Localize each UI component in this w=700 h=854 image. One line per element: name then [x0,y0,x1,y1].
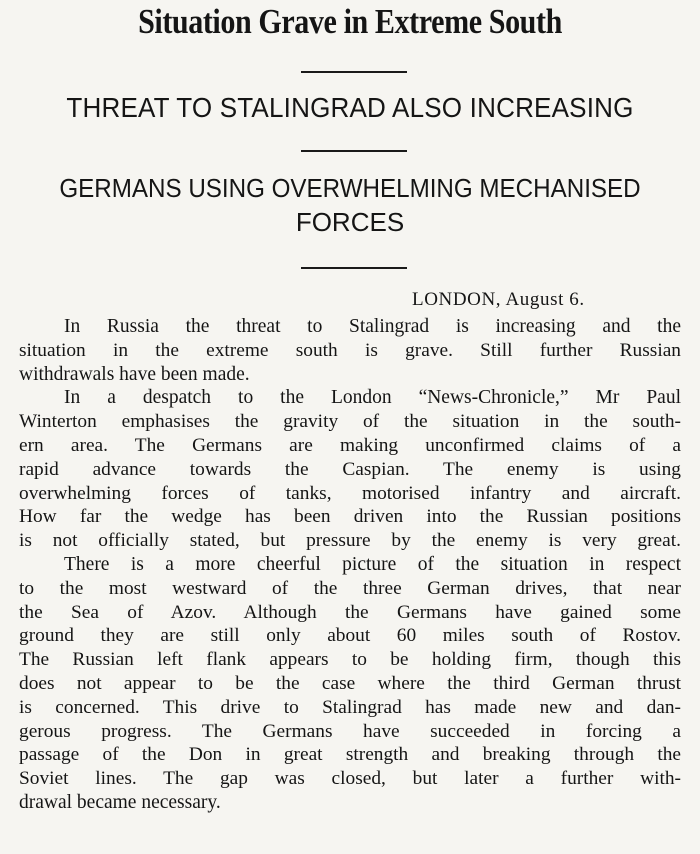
body-line: How far the wedge has been driven into the Russian positions [19,506,681,528]
subhead-line: FORCES [295,207,405,237]
body-line: is concerned. This drive to Stalingrad has made new and dan- [19,696,681,718]
divider-rule [301,71,407,73]
article-body [19,315,681,815]
body-line: Winterton emphasises the gravity of the situation in the south- [19,411,681,433]
article-headline: Situation Grave in Extreme South [138,2,562,41]
article-subhead: THREAT TO STALINGRAD ALSO INCREASING [66,92,634,123]
body-line: drawal became necessary. [19,791,221,813]
body-line: ground they are still only about 60 miles south of Rostov. [19,625,681,647]
divider-rule [301,267,407,269]
body-line: Soviet lines. The gap was closed, but later a further with- [19,768,681,790]
body-line: In Russia the threat to Stalingrad is increasing and the [64,316,681,337]
body-line: the Sea of Azov. Although the Germans have gained some [19,601,681,623]
body-line: passage of the Don in great strength and breaking through the [19,744,681,766]
body-line: The Russian left flank appears to be holding firm, though this [19,649,681,671]
body-line: In a despatch to the London “News-Chronicle,” Mr Paul [64,387,681,409]
dateline: LONDON, August 6. [412,289,585,310]
body-line: to the most westward of the three German drives, that near [19,577,681,599]
body-line: does not appear to be the case where the third German thrust [19,672,681,694]
subhead-line: GERMANS USING OVERWHELMING MECHANISED [59,173,641,203]
body-line: overwhelming forces of tanks, motorised infantry and aircraft. [19,482,681,504]
body-line: There is a more cheerful picture of the situation in respect [64,553,681,575]
body-line: withdrawals have been made. [19,363,250,385]
body-line: ern area. The Germans are making unconfirmed claims of a [19,434,681,456]
body-line: is not officially stated, but pressure by the enemy is very great. [19,530,681,552]
divider-rule [301,150,407,152]
body-line: rapid advance towards the Caspian. The enemy is using [19,458,681,480]
body-line: situation in the extreme south is grave. Still further Russian [19,339,681,361]
article-subhead-secondary [0,171,700,239]
body-line: gerous progress. The Germans have succeeded in forcing a [19,720,681,742]
